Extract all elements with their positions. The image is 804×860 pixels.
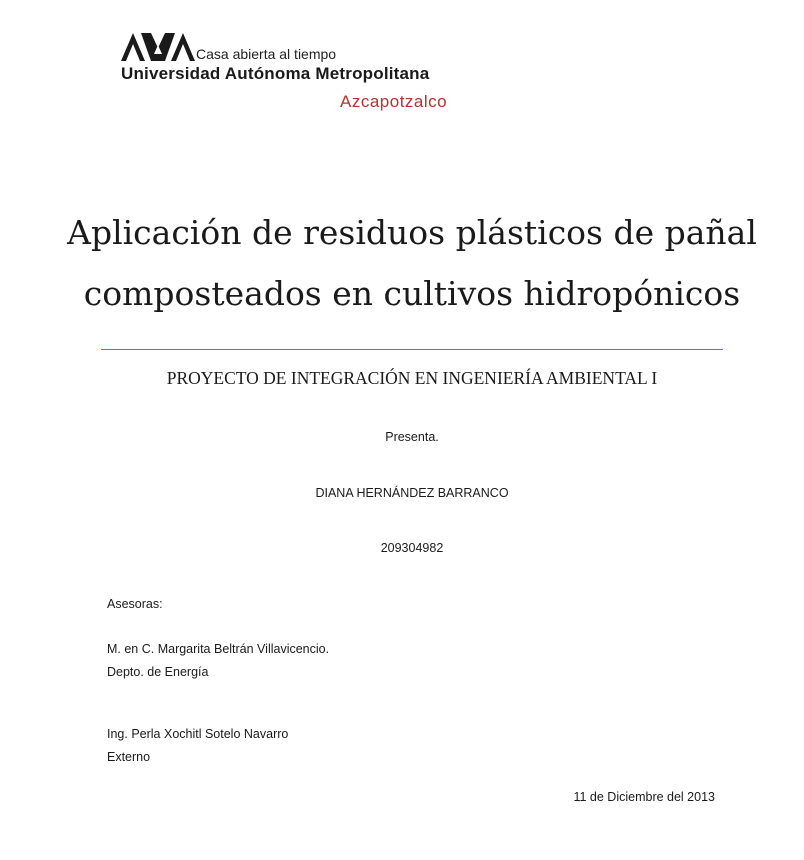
advisor-1-affiliation: Depto. de Energía bbox=[107, 665, 209, 679]
project-subtitle: PROYECTO DE INTEGRACIÓN EN INGENIERÍA AMBIENTAL I bbox=[166, 368, 658, 388]
document-date: 11 de Diciembre del 2013 bbox=[573, 790, 715, 804]
document-title-line-1: Aplicación de residuos plásticos de pañal bbox=[67, 213, 757, 252]
document-title-line-2: composteados en cultivos hidropónicos bbox=[83, 274, 741, 313]
advisor-2-affiliation: Externo bbox=[107, 750, 151, 764]
advisor-1-name: M. en C. Margarita Beltrán Villavicencio. bbox=[107, 642, 330, 656]
university-logo bbox=[121, 30, 481, 120]
university-name: Universidad Autónoma Metropolitana bbox=[121, 64, 430, 83]
uam-logo-icon bbox=[121, 32, 195, 62]
presenta-label: Presenta. bbox=[385, 430, 439, 444]
university-motto: Casa abierta al tiempo bbox=[196, 46, 337, 62]
advisors-label: Asesoras: bbox=[107, 597, 163, 611]
title-divider bbox=[101, 349, 723, 350]
student-id: 209304982 bbox=[380, 541, 444, 555]
advisor-2-name: Ing. Perla Xochitl Sotelo Navarro bbox=[107, 727, 289, 741]
author-name: DIANA HERNÁNDEZ BARRANCO bbox=[315, 486, 509, 500]
campus-name: Azcapotzalco bbox=[340, 92, 448, 111]
